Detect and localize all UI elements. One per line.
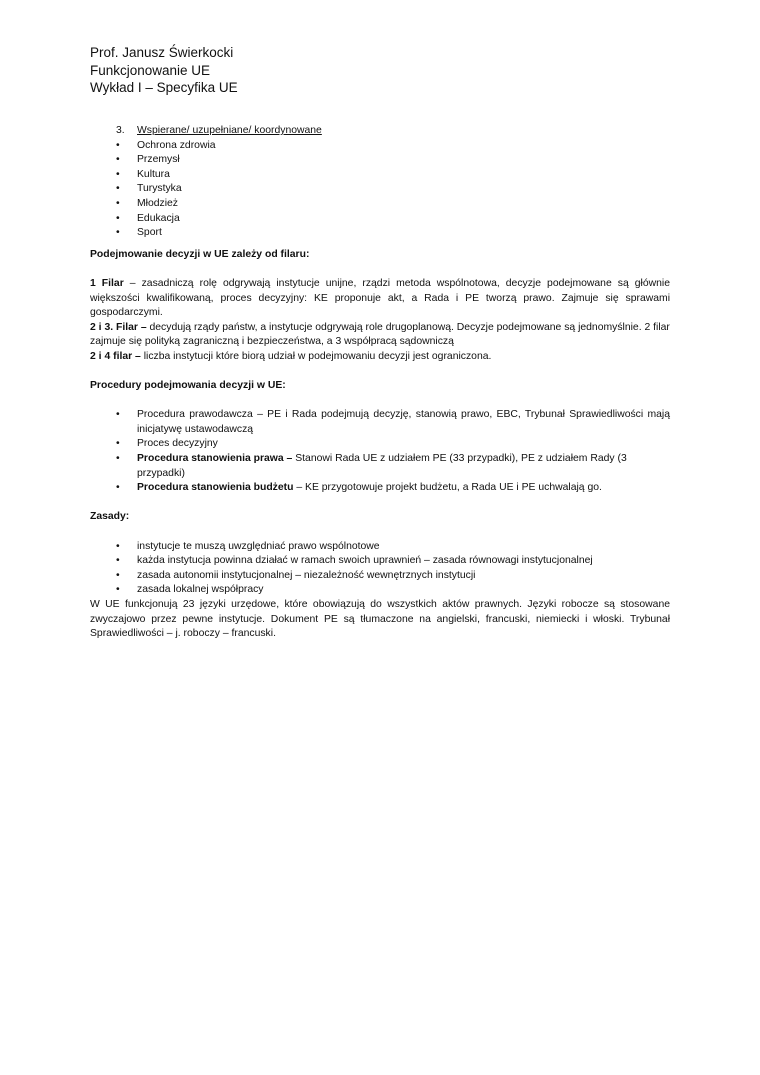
- list-item-text: zasada lokalnej współpracy: [137, 584, 264, 596]
- list-item: [90, 153, 670, 168]
- bullet-icon: •: [116, 569, 120, 581]
- list-item: [90, 569, 670, 584]
- bullet-icon: •: [116, 409, 120, 421]
- pillar-2-3-label: 2 i 3. Filar –: [90, 321, 147, 333]
- list-item: [90, 583, 670, 598]
- languages-paragraph: W UE funkcjonują 23 języki urzędowe, które obowiązują do wszystkich aktów prawnych. Języki robocze są stosowane zwyczajowo przez pewne instytucje. Dokument PE są tłumaczone na angielski, francuski, niemiecki i włoski. Trybunał Sprawiedliwości – j. roboczy – francuski.: [90, 599, 670, 640]
- list-item-text: każda instytucja powinna działać w ramach swoich uprawnień – zasada równowagi instytucjonalnej: [137, 555, 593, 567]
- pillar-1-label: 1 Filar: [90, 277, 124, 289]
- pillar-2-3-text: decydują rządy państw, a instytucje odgrywają role drugoplanową. Decyzje podejmowane są jednomyślnie. 2 filar zajmuje się polityką zagraniczną i bezpieczeństwa, a 3 współpracą sądowniczą: [90, 321, 670, 348]
- list-item-label: Procedura stanowienia prawa –: [137, 453, 293, 465]
- list-item-text: Kultura: [137, 168, 170, 180]
- pillar-2-4-paragraph: [90, 350, 670, 365]
- bullet-icon: •: [116, 227, 120, 239]
- pillar-2-3-paragraph: [90, 321, 670, 350]
- list-item: [90, 452, 670, 481]
- list-item: [90, 139, 670, 154]
- list-item-text: – KE przygotowuje projekt budżetu, a Rada UE i PE uchwalają go.: [293, 482, 602, 494]
- pillar-2-4-text: liczba instytucji które biorą udział w podejmowaniu decyzji jest ograniczona.: [140, 350, 492, 362]
- section-3-list: [90, 124, 670, 241]
- procedures-heading: Procedury podejmowania decyzji w UE:: [90, 380, 286, 392]
- header-course: Funkcjonowanie UE: [90, 62, 211, 78]
- list-item-text: Przemysł: [137, 154, 180, 166]
- pillar-1-text: – zasadniczą rolę odgrywają instytucje unijne, rządzi metoda wspólnotowa, decyzje podejmowane są głównie większości kwalifikowaną, proces decyzyjny: KE proponuje akt, a Rada i PE tworzą prawo. Zajmuje się sprawami gospodarczymi.: [90, 277, 671, 319]
- section-3-number: 3.: [116, 125, 125, 136]
- list-item-text: Ochrona zdrowia: [137, 139, 216, 151]
- list-item-text: zasada autonomii instytucjonalnej – niezależność wewnętrznych instytucji: [137, 569, 476, 581]
- list-item-text: Turystyka: [137, 183, 182, 195]
- bullet-icon: •: [116, 139, 120, 151]
- list-item: [90, 226, 670, 241]
- bullet-icon: •: [116, 584, 120, 596]
- list-item-text: Procedura prawodawcza – PE i Rada podejmują decyzję, stanowią prawo, EBC, Trybunał Sprawiedliwości mają inicjatywę ustawodawczą: [137, 409, 670, 435]
- bullet-icon: •: [116, 453, 120, 465]
- list-item-text: Stanowi Rada UE z udziałem PE (33 przypadki), PE z udziałem Rady (3 przypadki): [137, 453, 627, 479]
- list-item-text: instytucje te muszą uwzględniać prawo wspólnotowe: [137, 540, 380, 552]
- list-item-label: Procedura stanowienia budżetu: [137, 482, 294, 494]
- list-item: [90, 212, 670, 227]
- list-item-text: Edukacja: [137, 212, 180, 224]
- rules-heading: Zasady:: [90, 511, 130, 523]
- bullet-icon: •: [116, 540, 120, 552]
- bullet-icon: •: [116, 183, 120, 195]
- bullet-icon: •: [116, 482, 120, 494]
- pillar-1-paragraph: [90, 277, 670, 321]
- document-body: [90, 124, 670, 642]
- bullet-icon: •: [116, 212, 120, 224]
- section-3-title: [90, 124, 670, 139]
- list-item: [90, 540, 670, 555]
- list-item: [90, 197, 670, 212]
- list-item-text: Proces decyzyjny: [137, 438, 218, 450]
- section-3-title-text: Wspierane/ uzupełniane/ koordynowane: [137, 125, 322, 136]
- procedures-list: [90, 408, 670, 496]
- bullet-icon: •: [116, 154, 120, 166]
- rules-list: [90, 540, 670, 598]
- list-item: [90, 554, 670, 569]
- list-item: [90, 437, 670, 452]
- list-item: [90, 408, 670, 437]
- list-item-text: Sport: [137, 227, 162, 239]
- list-item: [90, 182, 670, 197]
- list-item-text: Młodzież: [137, 197, 178, 209]
- header-author: Prof. Janusz Świerkocki: [90, 45, 234, 60]
- pillar-2-4-label: 2 i 4 filar –: [90, 350, 141, 362]
- bullet-icon: •: [116, 438, 120, 450]
- bullet-icon: •: [116, 555, 120, 567]
- document-header: [90, 44, 238, 97]
- header-lecture: Wykład I – Specyfika UE: [90, 80, 238, 95]
- pillars-heading: Podejmowanie decyzji w UE zależy od filaru:: [90, 248, 310, 260]
- list-item: [90, 168, 670, 183]
- list-item: [90, 481, 670, 496]
- bullet-icon: •: [116, 168, 120, 180]
- bullet-icon: •: [116, 197, 120, 209]
